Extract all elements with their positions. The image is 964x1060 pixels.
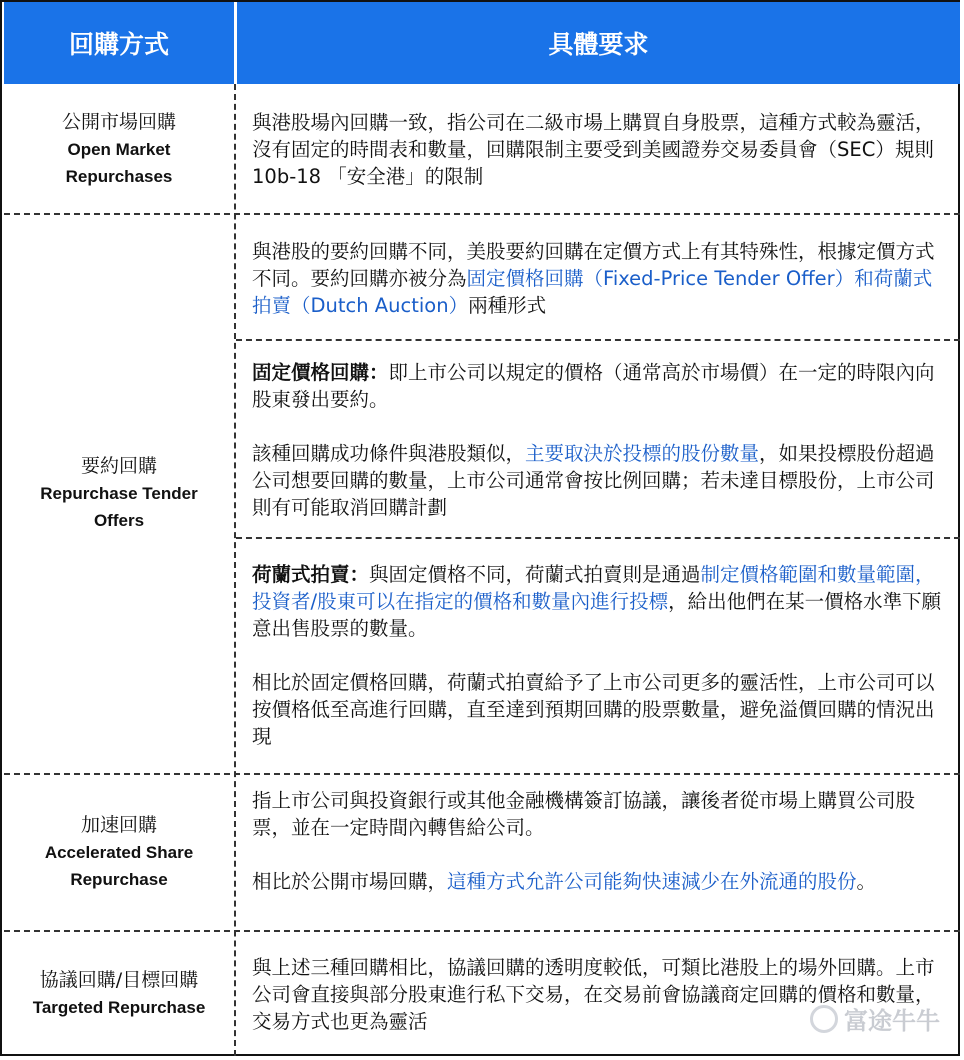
method-open-market (4, 86, 234, 212)
requirement-text (252, 561, 948, 642)
text-run: 該種回購成功條件與港股類似， (252, 442, 526, 465)
watermark (810, 1001, 940, 1036)
sub-row-divider (236, 339, 960, 341)
bold-term: 荷蘭式拍賣： (252, 563, 370, 586)
method-name-en: Accelerated Share (44, 842, 194, 862)
requirement-dutch-auction (252, 561, 948, 750)
text-run: 與港股的要約回購不同，美股要約回購在定價方式上有其特殊性，根據定價方式不同。要約回購亦被分為 (252, 240, 935, 290)
text-run: ，如果投標股份超過公司想要回購的數量，上市公司通常會按比例回購；若未達目標股份，上市公司則有可能取消回購計劃 (252, 442, 935, 519)
requirement-text (252, 359, 948, 413)
method-accelerated (4, 775, 234, 929)
requirement-text (252, 238, 948, 319)
requirement-fixed-price (252, 359, 948, 521)
text-run: 與固定價格不同，荷蘭式拍賣則是通過 (369, 563, 701, 586)
method-targeted (4, 932, 234, 1056)
method-name-en: Open Market (67, 139, 171, 159)
requirement-open-market (252, 109, 948, 190)
method-tender-offer (4, 215, 234, 772)
method-name-zh: 公開市場回購 (61, 110, 176, 133)
requirement-text: 相比於固定價格回購，荷蘭式拍賣給予了上市公司更多的靈活性，上市公司可以按價格低至高進行回購，直至達到預期回購的股票數量，避免溢價回購的情況出現 (252, 671, 935, 748)
text-run: 兩種形式 (468, 294, 547, 317)
bold-term: 固定價格回購： (252, 361, 389, 384)
requirement-tender-intro (252, 238, 948, 319)
text-run: 。 (856, 870, 877, 893)
highlight-text: 制定價格範圍和數量範圍，投資者/股東可以在指定的價格和數量內進行投標 (252, 563, 935, 613)
requirement-accelerated (252, 787, 948, 895)
requirement-text (252, 868, 948, 895)
requirement-text: 指上市公司與投資銀行或其他金融機構簽訂協議，讓後者從市場上購買公司股票，並在一定時間內轉售給公司。 (252, 789, 916, 839)
watermark-text: 富途牛牛 (844, 1007, 940, 1035)
futu-logo-icon (810, 1005, 838, 1033)
header-requirements: 具體要求 (237, 2, 960, 84)
text-run: ，給出他們在某一價格水準下願意出售股票的數量。 (252, 590, 942, 640)
highlight-text: 主要取決於投標的股份數量 (525, 442, 760, 465)
method-name-en: Offers (93, 511, 145, 530)
method-name-en: Repurchases (65, 166, 173, 186)
method-name-en: Repurchase Tender (40, 484, 198, 503)
method-name-zh: 協議回購/目標回購 (39, 969, 199, 991)
text-run: 相比於公開市場回購， (252, 870, 448, 893)
method-name-zh: 加速回購 (80, 813, 157, 836)
requirement-text: 與上述三種回購相比，協議回購的透明度較低，可類比港股上的場外回購。上市公司會直接與部分股東進行私下交易，在交易前會協議商定回購的價格和數量，交易方式也更為靈活 (252, 956, 935, 1033)
method-name-en: Repurchase (70, 869, 168, 889)
header-method: 回購方式 (4, 2, 234, 84)
highlight-text: 這種方式允許公司能夠快速減少在外流通的股份 (447, 870, 857, 893)
method-name-en: Targeted Repurchase (32, 998, 206, 1017)
column-divider (234, 84, 236, 1056)
text-run: 即上市公司以規定的價格（通常高於市場價）在一定的時限內向股東發出要約。 (252, 361, 935, 411)
sub-row-divider (236, 537, 960, 539)
highlight-text: 固定價格回購（Fixed-Price Tender Offer）和荷蘭式拍賣（Dutch Auction） (252, 267, 933, 317)
requirement-text (252, 440, 948, 521)
method-name-zh: 要約回購 (80, 455, 157, 477)
requirement-text: 與港股場內回購一致，指公司在二級市場上購買自身股票，這種方式較為靈活，沒有固定的時間表和數量，回購限制主要受到美國證券交易委員會（SEC）規則 10b-18 「安全港」的限制 (252, 111, 935, 188)
